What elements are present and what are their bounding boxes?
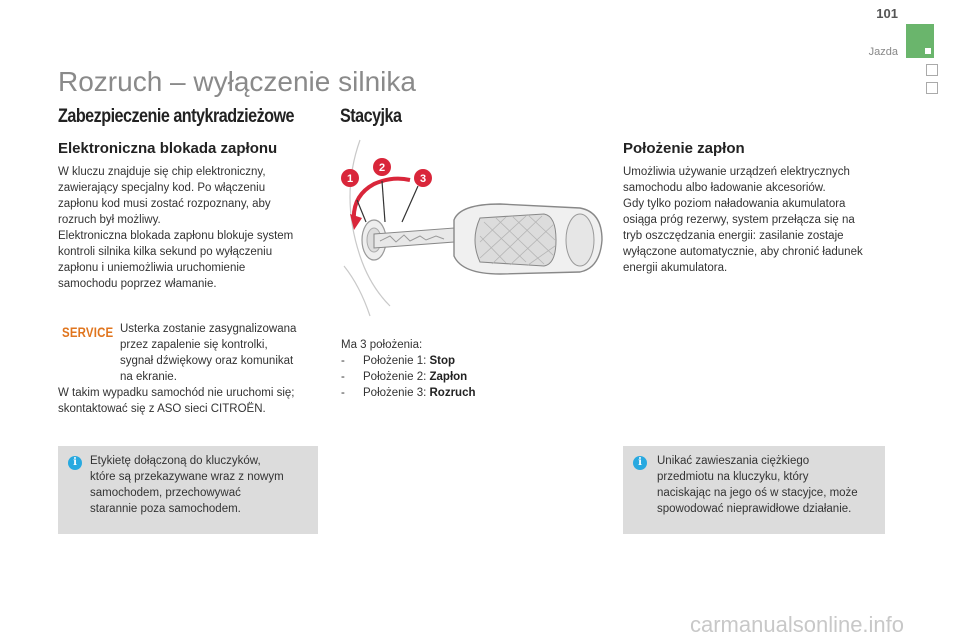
positions-intro: Ma 3 położenia: <box>341 339 423 351</box>
callout-label: 2 <box>378 162 386 174</box>
text-line: rozruch był możliwy. <box>58 214 161 226</box>
positions-list <box>341 353 476 401</box>
position-label: Położenie 2: <box>363 371 430 383</box>
list-dash: - <box>341 355 345 367</box>
service-warning-text <box>120 321 320 385</box>
text-line: Gdy tylko poziom naładowania akumulatora <box>623 198 846 210</box>
callout-label: 3 <box>419 173 427 185</box>
text-line: tryb oszczędzania energii: zasilanie zostaje <box>623 230 844 242</box>
text-line: zapłonu i uniemożliwia uruchomienie <box>58 262 246 274</box>
service-after-text <box>58 385 328 417</box>
list-item <box>341 369 476 385</box>
text-line: skontaktować się z ASO sieci CITROËN. <box>58 403 266 415</box>
section-label: Jazda <box>868 46 898 58</box>
antitheft-heading: Zabezpieczenie antykradzieżowe <box>58 106 295 127</box>
text-line: na ekranie. <box>120 371 177 383</box>
text-line: zapłonu kod musi zostać rozpoznany, aby <box>58 198 271 210</box>
ignition-position-text <box>623 164 903 276</box>
key-grip <box>475 214 556 266</box>
text-line: wyłączone automatycznie, aby chronić ładunek <box>623 246 863 258</box>
position-value: Zapłon <box>429 371 468 383</box>
text-line: Usterka zostanie zasygnalizowana <box>120 323 297 335</box>
list-item <box>341 385 476 401</box>
info-box-label <box>58 446 318 534</box>
key-ring-hole <box>566 214 594 266</box>
page-title: Rozruch – wyłączenie silnika <box>58 66 416 97</box>
list-dash: - <box>341 371 345 383</box>
section-tab-marker <box>925 48 931 54</box>
text-line: przedmiotu na kluczyku, który <box>657 471 809 483</box>
position-label: Położenie 1: <box>363 355 430 367</box>
info-text <box>657 453 881 517</box>
text-line: samochodu albo ładowanie akcesoriów. <box>623 182 826 194</box>
key-illustration <box>330 136 620 326</box>
callout-1 <box>341 169 359 187</box>
page-number: 101 <box>876 6 898 21</box>
position-tick <box>382 181 385 222</box>
text-line: przez zapalenie się kontrolki, <box>120 339 268 351</box>
lock-outline-line <box>344 266 370 316</box>
text-line: energii akumulatora. <box>623 262 728 274</box>
text-line: spowodować nieprawidłowe działanie. <box>657 503 852 515</box>
nav-square-1[interactable] <box>926 64 938 76</box>
text-line: naciskając na jego oś w stacyjce, może <box>657 487 858 499</box>
immobiliser-subheading: Elektroniczna blokada zapłonu <box>58 140 278 157</box>
position-value: Rozruch <box>429 387 476 399</box>
list-dash: - <box>341 387 345 399</box>
text-line: Unikać zawieszania ciężkiego <box>657 455 810 467</box>
position-label: Położenie 3: <box>363 387 430 399</box>
text-line: W kluczu znajduje się chip elektroniczny, <box>58 166 266 178</box>
section-tab[interactable] <box>906 24 934 58</box>
info-box-key-weight <box>623 446 885 534</box>
position-value: Stop <box>429 355 456 367</box>
text-line: zawierający specjalny kod. Po włączeniu <box>58 182 266 194</box>
text-line: osiąga próg rezerwy, system przełącza się na <box>623 214 855 226</box>
service-logo: SERVICE <box>62 325 114 340</box>
text-line: W takim wypadku samochód nie uruchomi się; <box>58 387 295 399</box>
list-item <box>341 353 476 369</box>
callout-label: 1 <box>346 173 354 185</box>
text-line: które są przekazywane wraz z nowym <box>90 471 284 483</box>
text-line: samochodem, przechowywać <box>90 487 241 499</box>
info-icon: i <box>633 456 647 470</box>
ignition-position-subheading: Położenie zapłon <box>623 140 745 157</box>
watermark: carmanualsonline.info <box>690 612 905 637</box>
position-tick <box>402 186 418 222</box>
callout-2 <box>373 158 391 176</box>
text-line: samochodu poprzez włamanie. <box>58 278 217 290</box>
text-line: Umożliwia używanie urządzeń elektrycznych <box>623 166 850 178</box>
immobiliser-text <box>58 164 328 292</box>
text-line: kontroli silnika kilka sekund po wyłączeniu <box>58 246 273 258</box>
text-line: Etykietę dołączoną do kluczyków, <box>90 455 261 467</box>
info-icon: i <box>68 456 82 470</box>
nav-square-2[interactable] <box>926 82 938 94</box>
ignition-heading: Stacyjka <box>340 106 402 127</box>
text-line: Elektroniczna blokada zapłonu blokuje system <box>58 230 294 242</box>
callout-3 <box>414 169 432 187</box>
text-line: starannie poza samochodem. <box>90 503 241 515</box>
info-text <box>90 453 312 517</box>
text-line: sygnał dźwiękowy oraz komunikat <box>120 355 294 367</box>
